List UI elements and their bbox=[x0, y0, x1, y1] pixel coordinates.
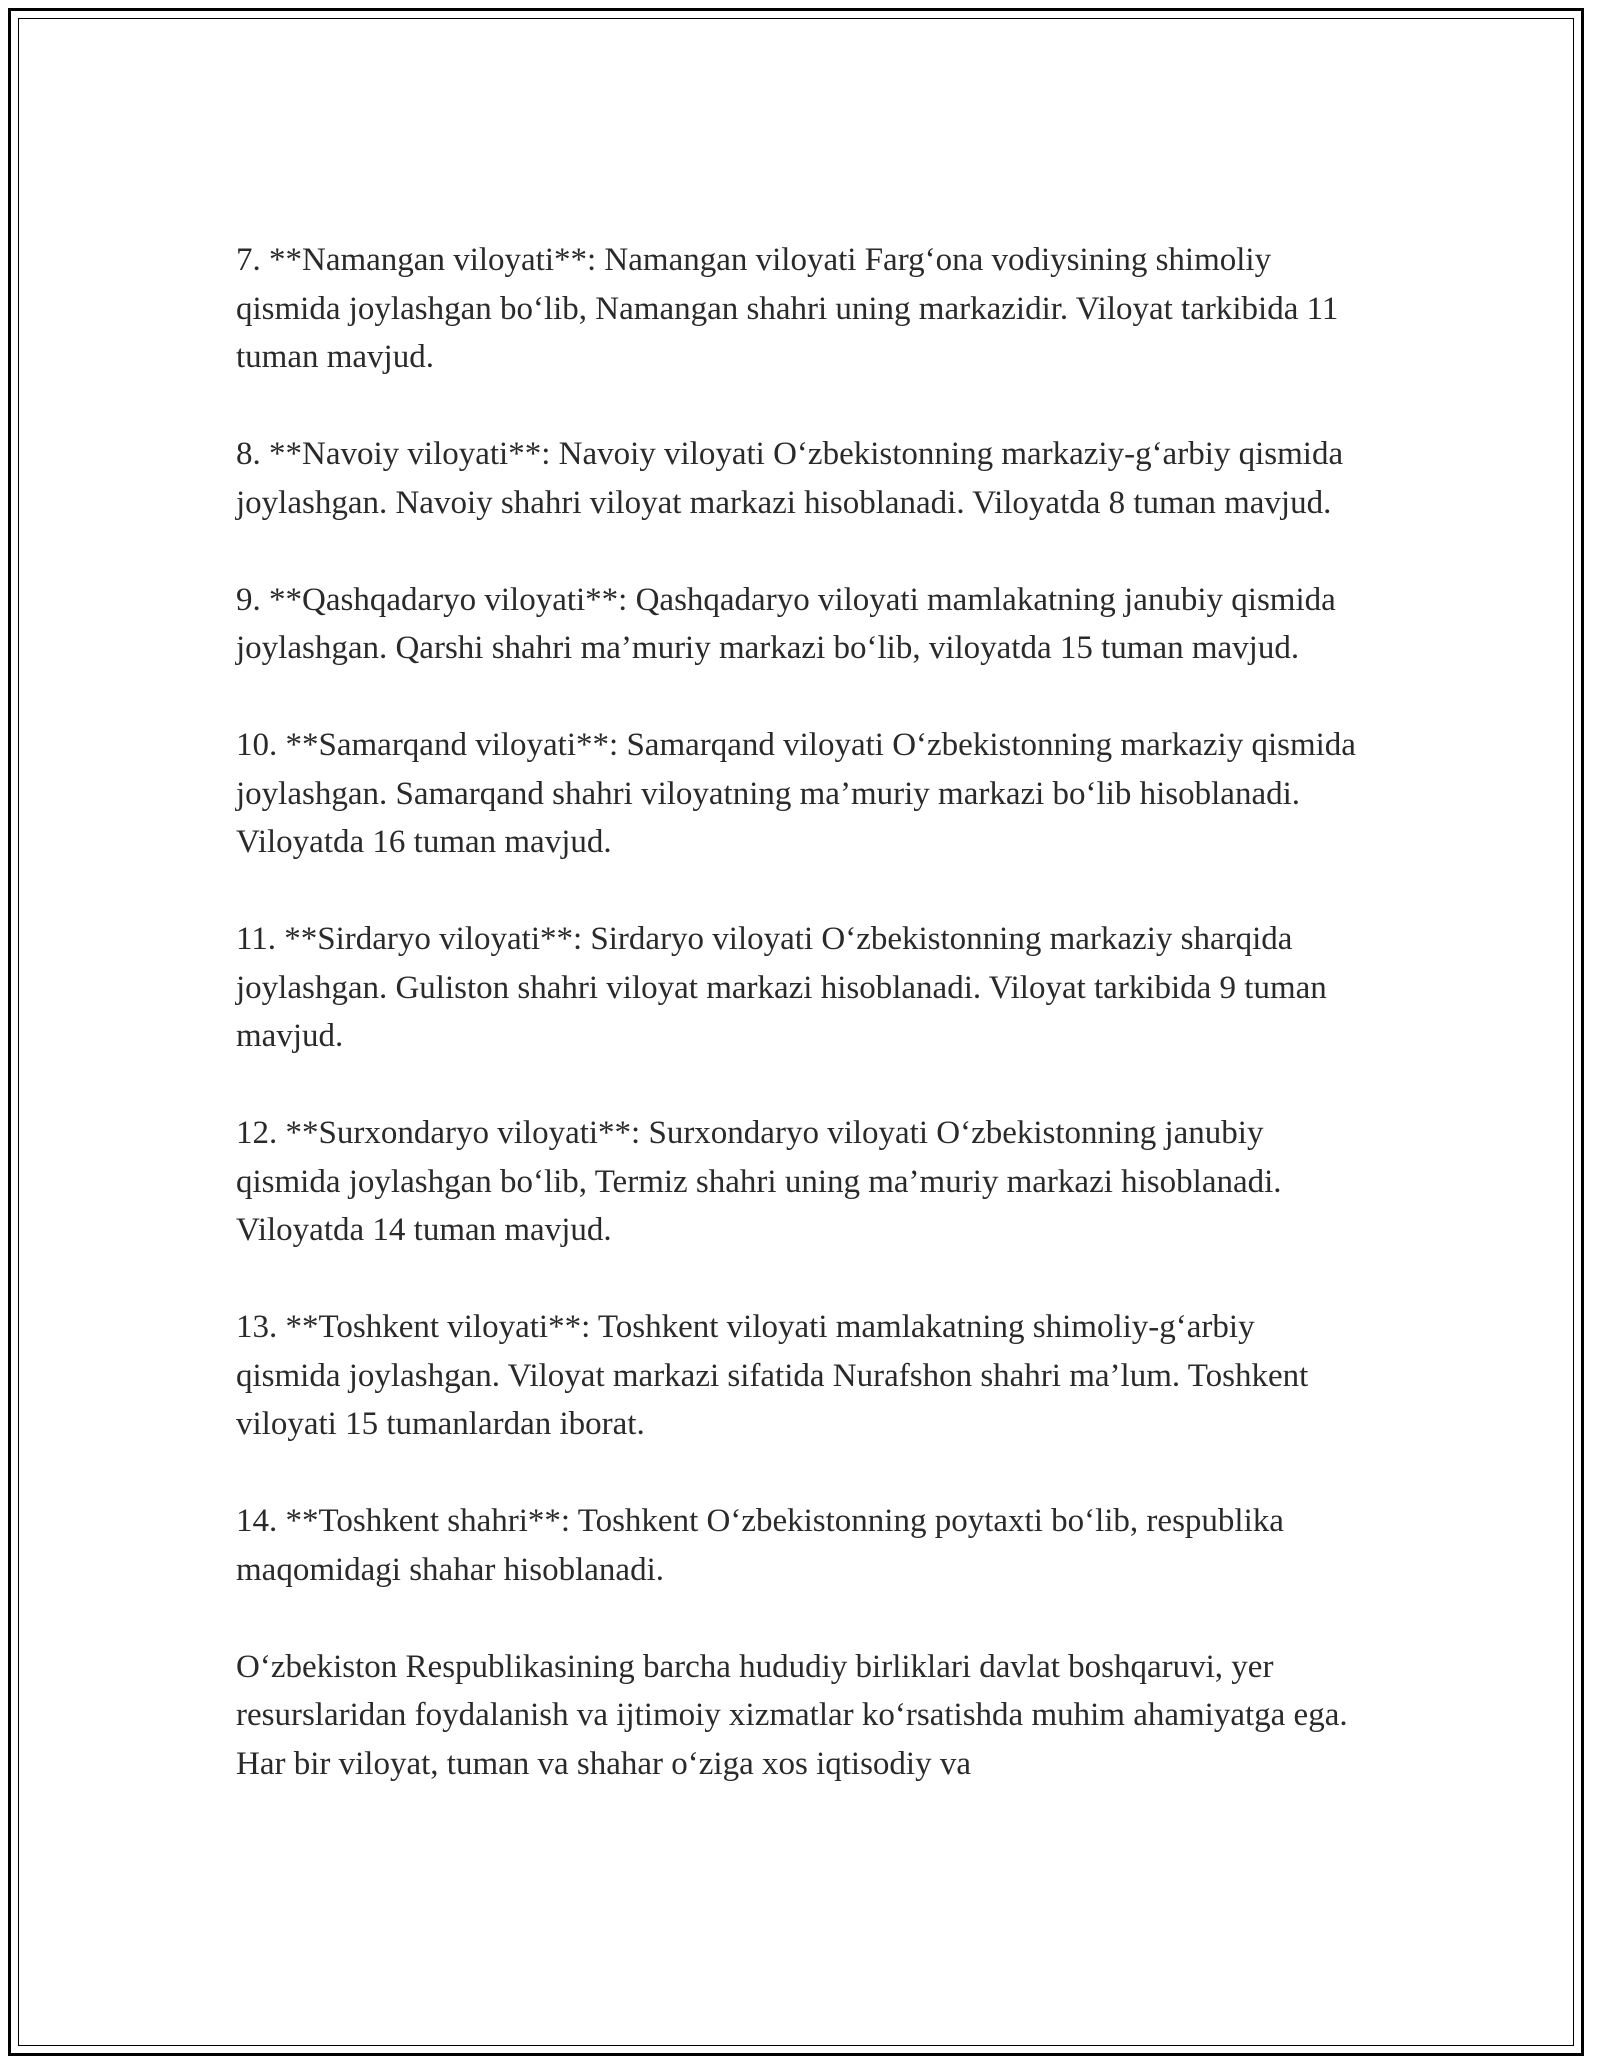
paragraph-sirdaryo: 11. **Sirdaryo viloyati**: Sirdaryo viloyati O‘zbekistonning markaziy sharqida joylashgan. Guliston shahri viloyat markazi hisoblanadi. Viloyat tarkibida 9 tuman mavjud. bbox=[236, 921, 1327, 1054]
paragraph-toshkent-shahri: 14. **Toshkent shahri**: Toshkent O‘zbekistonning poytaxti bo‘lib, respublika maqomidagi shahar hisoblanadi. bbox=[236, 1503, 1284, 1588]
paragraph-qashqadaryo: 9. **Qashqadaryo viloyati**: Qashqadaryo viloyati mamlakatning janubiy qismida joylashgan. Qarshi shahri ma’muriy markazi bo‘lib, viloyatda 15 tuman mavjud. bbox=[236, 581, 1336, 666]
paragraph-summary: O‘zbekiston Respublikasining barcha hududiy birliklari davlat boshqaruvi, yer resurslaridan foydalanish va ijtimoiy xizmatlar ko‘rsatishda muhim ahamiyatga ega. Har bir viloyat, tuman va shahar o‘ziga xos iqtisodiy va bbox=[236, 1648, 1348, 1782]
paragraph-namangan: 7. **Namangan viloyati**: Namangan viloyati Farg‘ona vodiysining shimoliy qismida joylashgan bo‘lib, Namangan shahri uning markazidir. Viloyat tarkibida 11 tuman mavjud. bbox=[236, 242, 1339, 375]
paragraph-navoiy: 8. **Navoiy viloyati**: Navoiy viloyati O‘zbekistonning markaziy-g‘arbiy qismida joylashgan. Navoiy shahri viloyat markazi hisoblanadi. Viloyatda 8 tuman mavjud. bbox=[236, 436, 1344, 521]
document-body bbox=[236, 236, 1366, 1788]
paragraph-toshkent-viloyati: 13. **Toshkent viloyati**: Toshkent viloyati mamlakatning shimoliy-g‘arbiy qismida joylashgan. Viloyat markazi sifatida Nurafshon shahri ma’lum. Toshkent viloyati 15 tumanlardan iborat. bbox=[236, 1309, 1309, 1442]
paragraph-samarqand: 10. **Samarqand viloyati**: Samarqand viloyati O‘zbekistonning markaziy qismida joylashgan. Samarqand shahri viloyatning ma’muriy markazi bo‘lib hisoblanadi. Viloyatda 16 tuman mavjud. bbox=[236, 727, 1356, 860]
paragraph-surxondaryo: 12. **Surxondaryo viloyati**: Surxondaryo viloyati O‘zbekistonning janubiy qismida joylashgan bo‘lib, Termiz shahri uning ma’muriy markazi hisoblanadi. Viloyatda 14 tuman mavjud. bbox=[236, 1115, 1282, 1248]
